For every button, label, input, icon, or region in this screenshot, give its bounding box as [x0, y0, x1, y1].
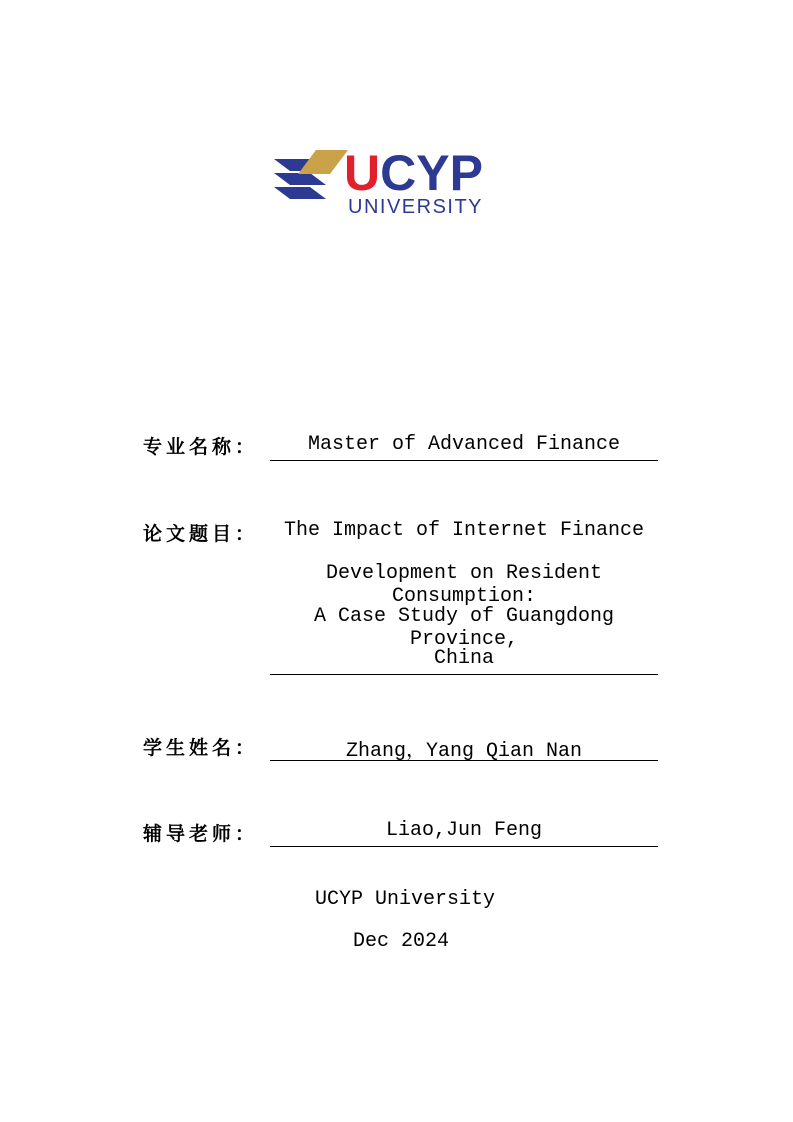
- wing-emblem-icon: [272, 150, 348, 206]
- thesis-label: 论文题目：: [143, 523, 259, 545]
- ucyp-university-logo: [270, 142, 525, 217]
- logo-name-text: UCYP: [344, 145, 483, 201]
- advisor-value: Liao,Jun Feng: [385, 819, 543, 842]
- thesis-line: The Impact of Internet Finance: [283, 519, 645, 542]
- submission-date: Dec 2024: [353, 930, 450, 953]
- major-value: Master of Advanced Finance: [307, 433, 621, 456]
- logo-subtitle: UNIVERSITY: [348, 196, 484, 217]
- major-label: 专业名称：: [143, 436, 259, 458]
- thesis-line: China: [433, 647, 494, 670]
- advisor-underline: [270, 846, 658, 847]
- thesis-line: Development on Resident Consumption:: [325, 562, 603, 608]
- major-underline: [270, 460, 658, 461]
- student-label: 学生姓名：: [143, 737, 259, 759]
- student-underline: [270, 760, 658, 761]
- student-value: Zhang，Yang Qian Nan: [345, 740, 583, 763]
- thesis-line: A Case Study of Guangdong Province,: [313, 605, 615, 651]
- institution-name: UCYP University: [315, 888, 496, 911]
- thesis-underline: [270, 674, 658, 675]
- advisor-label: 辅导老师：: [143, 823, 259, 845]
